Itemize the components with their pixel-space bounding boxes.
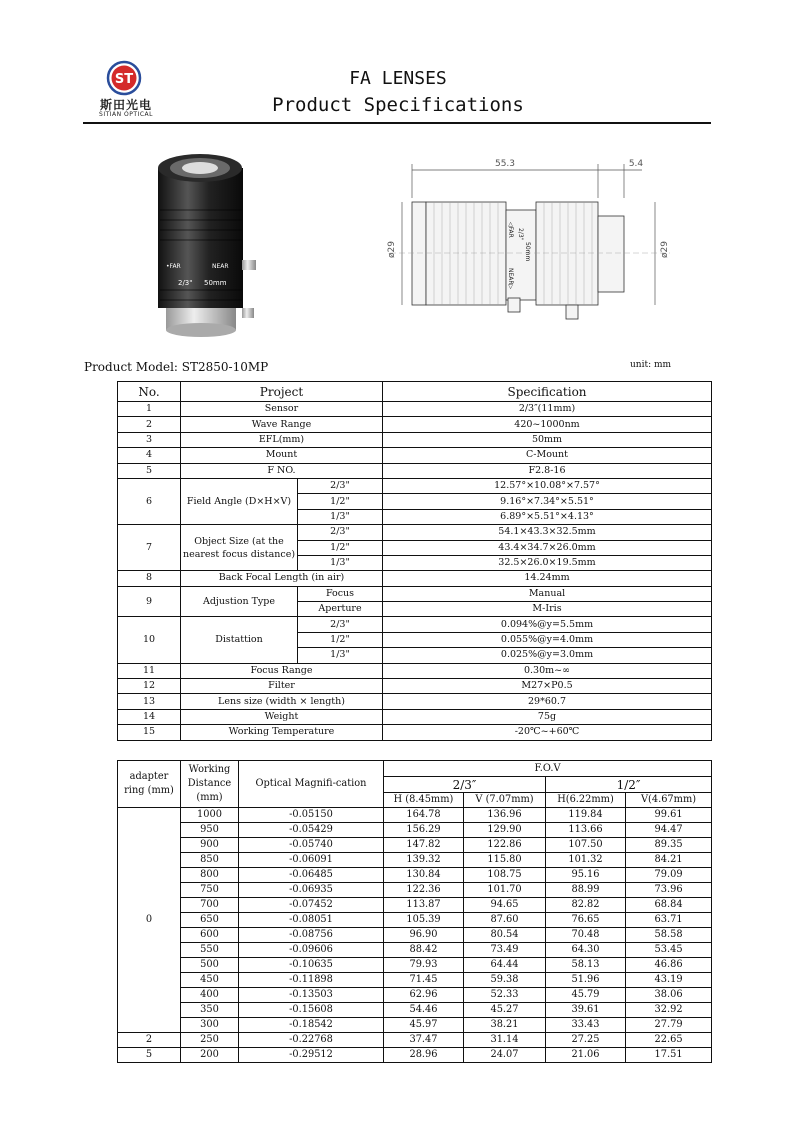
working-distance-cell: 650: [181, 913, 239, 928]
fov-body: [118, 808, 712, 1063]
h-two-thirds-cell: 37.47: [384, 1033, 464, 1048]
v-half-cell: 58.58: [626, 928, 712, 943]
v-half-cell: 94.47: [626, 823, 712, 838]
brand-name-cn: 斯田光电: [99, 98, 152, 112]
spec-value: -20℃~+60℃: [383, 725, 712, 740]
working-distance-cell: 950: [181, 823, 239, 838]
spec-value: F2.8-16: [383, 463, 712, 478]
fov-row: [118, 988, 712, 1003]
fov-row: [118, 1018, 712, 1033]
h-half-cell: 51.96: [546, 973, 626, 988]
fov-row: [118, 808, 712, 823]
v-two-thirds-cell: 122.86: [464, 838, 546, 853]
spec-value: M27×P0.5: [383, 679, 712, 694]
h-half-cell: 45.79: [546, 988, 626, 1003]
spec-no: 4: [118, 448, 181, 463]
magnification-cell: -0.10635: [239, 958, 384, 973]
spec-value: 420~1000nm: [383, 417, 712, 432]
spec-no: 12: [118, 679, 181, 694]
spec-row: [118, 709, 712, 724]
spec-value: M-Iris: [383, 602, 712, 617]
spec-project: Working Temperature: [181, 725, 383, 740]
v-two-thirds-cell: 59.38: [464, 973, 546, 988]
dim-diameter-right-label: ø29: [660, 241, 670, 258]
doc-title: FA LENSES: [349, 68, 447, 89]
h-half-cell: 64.30: [546, 943, 626, 958]
fov-row: [118, 883, 712, 898]
spec-project: Adjustion Type: [181, 586, 298, 617]
photo-far-label: •FAR: [166, 263, 181, 270]
drawing-far-mark: ◁FAR: [507, 222, 514, 238]
h-two-thirds-cell: 113.87: [384, 898, 464, 913]
h-two-thirds-cell: 96.90: [384, 928, 464, 943]
spec-no: 13: [118, 694, 181, 709]
fov-row: [118, 958, 712, 973]
spec-row: [118, 617, 712, 632]
working-distance-cell: 750: [181, 883, 239, 898]
format-two-thirds-header: 2/3″: [384, 777, 546, 793]
spec-row: [118, 725, 712, 740]
h-two-thirds-cell: 45.97: [384, 1018, 464, 1033]
h-half-cell: 39.61: [546, 1003, 626, 1018]
v-two-thirds-cell: 101.70: [464, 883, 546, 898]
fov-header: F.O.V: [384, 761, 712, 777]
v-half-header: V(4.67mm): [626, 793, 712, 808]
working-distance-cell: 200: [181, 1048, 239, 1063]
h-two-thirds-cell: 79.93: [384, 958, 464, 973]
lens-dimension-drawing: [380, 150, 680, 330]
magnification-cell: -0.05740: [239, 838, 384, 853]
v-half-cell: 32.92: [626, 1003, 712, 1018]
v-two-thirds-cell: 94.65: [464, 898, 546, 913]
working-distance-cell: 450: [181, 973, 239, 988]
fov-table: [117, 760, 712, 1063]
spec-no: 9: [118, 586, 181, 617]
doc-subtitle: Product Specifications: [272, 94, 524, 116]
spec-project: Sensor: [181, 402, 383, 417]
spec-no: 8: [118, 571, 181, 586]
fov-row: [118, 868, 712, 883]
v-two-thirds-cell: 87.60: [464, 913, 546, 928]
working-distance-cell: 500: [181, 958, 239, 973]
brand-name-en: SITIAN OPTICAL: [99, 111, 153, 118]
v-half-cell: 73.96: [626, 883, 712, 898]
working-distance-cell: 700: [181, 898, 239, 913]
adapter-ring-cell: 2: [118, 1033, 181, 1048]
spec-sub: Focus: [298, 586, 383, 601]
spec-row: [118, 417, 712, 432]
drawing-focal-mark: 50mm: [524, 242, 531, 262]
h-half-cell: 88.99: [546, 883, 626, 898]
photo-near-label: NEAR: [212, 263, 229, 270]
fov-row: [118, 823, 712, 838]
h-half-cell: 107.50: [546, 838, 626, 853]
h-half-cell: 21.06: [546, 1048, 626, 1063]
v-two-thirds-cell: 45.27: [464, 1003, 546, 1018]
v-two-thirds-cell: 136.96: [464, 808, 546, 823]
h-half-cell: 95.16: [546, 868, 626, 883]
v-two-thirds-cell: 52.33: [464, 988, 546, 1003]
spec-no: 7: [118, 525, 181, 571]
h-half-cell: 58.13: [546, 958, 626, 973]
h-two-thirds-cell: 147.82: [384, 838, 464, 853]
fov-row: [118, 838, 712, 853]
dim-length-label: 55.3: [494, 159, 516, 169]
dim-flange-label: 5.4: [628, 159, 644, 169]
magnification-cell: -0.05429: [239, 823, 384, 838]
working-distance-cell: 550: [181, 943, 239, 958]
v-two-thirds-cell: 115.80: [464, 853, 546, 868]
h-half-cell: 33.43: [546, 1018, 626, 1033]
spec-value: 29*60.7: [383, 694, 712, 709]
magnification-cell: -0.18542: [239, 1018, 384, 1033]
working-distance-cell: 850: [181, 853, 239, 868]
spec-no: 15: [118, 725, 181, 740]
col-specification-header: Specification: [383, 382, 712, 402]
v-two-thirds-cell: 73.49: [464, 943, 546, 958]
v-half-cell: 79.09: [626, 868, 712, 883]
magnification-cell: -0.13503: [239, 988, 384, 1003]
h-half-header: H(6.22mm): [546, 793, 626, 808]
v-half-cell: 38.06: [626, 988, 712, 1003]
spec-no: 11: [118, 663, 181, 678]
working-distance-cell: 250: [181, 1033, 239, 1048]
h-two-thirds-cell: 164.78: [384, 808, 464, 823]
spec-header-row: [118, 382, 712, 402]
magnification-cell: -0.09606: [239, 943, 384, 958]
spec-no: 14: [118, 709, 181, 724]
v-half-cell: 17.51: [626, 1048, 712, 1063]
h-half-cell: 76.65: [546, 913, 626, 928]
format-half-header: 1/2″: [546, 777, 712, 793]
v-two-thirds-cell: 80.54: [464, 928, 546, 943]
magnification-cell: -0.06485: [239, 868, 384, 883]
spec-row: [118, 663, 712, 678]
working-distance-cell: 350: [181, 1003, 239, 1018]
spec-no: 3: [118, 432, 181, 447]
spec-project: Filter: [181, 679, 383, 694]
spec-no: 10: [118, 617, 181, 663]
h-two-thirds-cell: 62.96: [384, 988, 464, 1003]
h-half-cell: 27.25: [546, 1033, 626, 1048]
spec-table: [117, 381, 712, 741]
h-two-thirds-header: H (8.45mm): [384, 793, 464, 808]
spec-no: 1: [118, 402, 181, 417]
h-two-thirds-cell: 139.32: [384, 853, 464, 868]
magnification-cell: -0.08756: [239, 928, 384, 943]
h-two-thirds-cell: 130.84: [384, 868, 464, 883]
spec-row: [118, 586, 712, 601]
spec-project: Field Angle (D×H×V): [181, 478, 298, 524]
magnification-header: Optical Magnifi-cation: [239, 761, 384, 808]
spec-row: [118, 463, 712, 478]
spec-value: 14.24mm: [383, 571, 712, 586]
spec-value: 6.89°×5.51°×4.13°: [383, 509, 712, 524]
drawing-near-mark: NEAR▷: [507, 268, 514, 290]
logo-letters: ST: [114, 72, 134, 87]
spec-value: 0.025%@y=3.0mm: [383, 648, 712, 663]
adapter-ring-cell: 5: [118, 1048, 181, 1063]
spec-value: 50mm: [383, 432, 712, 447]
v-half-cell: 99.61: [626, 808, 712, 823]
v-two-thirds-cell: 31.14: [464, 1033, 546, 1048]
v-two-thirds-cell: 24.07: [464, 1048, 546, 1063]
magnification-cell: -0.07452: [239, 898, 384, 913]
spec-project: F NO.: [181, 463, 383, 478]
v-half-cell: 89.35: [626, 838, 712, 853]
v-two-thirds-cell: 38.21: [464, 1018, 546, 1033]
spec-sub: 2/3": [298, 478, 383, 493]
working-distance-cell: 300: [181, 1018, 239, 1033]
fov-row: [118, 1033, 712, 1048]
fov-header-row: [118, 761, 712, 777]
h-half-cell: 113.66: [546, 823, 626, 838]
h-two-thirds-cell: 28.96: [384, 1048, 464, 1063]
working-distance-cell: 1000: [181, 808, 239, 823]
spec-project: Distattion: [181, 617, 298, 663]
spec-value: 12.57°×10.08°×7.57°: [383, 478, 712, 493]
brand-logo: [86, 60, 166, 120]
drawing-format-mark: 2/3": [517, 228, 524, 241]
spec-project: EFL(mm): [181, 432, 383, 447]
spec-value: Manual: [383, 586, 712, 601]
working-distance-cell: 800: [181, 868, 239, 883]
spec-sub: 1/2": [298, 632, 383, 647]
spec-row: [118, 478, 712, 493]
spec-row: [118, 525, 712, 540]
spec-value: C-Mount: [383, 448, 712, 463]
v-two-thirds-cell: 108.75: [464, 868, 546, 883]
spec-sub: 2/3": [298, 525, 383, 540]
spec-row: [118, 694, 712, 709]
h-two-thirds-cell: 54.46: [384, 1003, 464, 1018]
h-two-thirds-cell: 122.36: [384, 883, 464, 898]
magnification-cell: -0.05150: [239, 808, 384, 823]
spec-value: 0.055%@y=4.0mm: [383, 632, 712, 647]
magnification-cell: -0.06091: [239, 853, 384, 868]
h-half-cell: 101.32: [546, 853, 626, 868]
fov-row: [118, 943, 712, 958]
spec-value: 54.1×43.3×32.5mm: [383, 525, 712, 540]
v-half-cell: 53.45: [626, 943, 712, 958]
spec-project: Wave Range: [181, 417, 383, 432]
h-two-thirds-cell: 88.42: [384, 943, 464, 958]
spec-row: [118, 402, 712, 417]
spec-value: 2/3″(11mm): [383, 402, 712, 417]
magnification-cell: -0.15608: [239, 1003, 384, 1018]
unit-note: unit: mm: [630, 360, 672, 370]
fov-row: [118, 973, 712, 988]
spec-project: Object Size (at the nearest focus distance): [181, 525, 298, 571]
spec-row: [118, 571, 712, 586]
col-no-header: No.: [118, 382, 181, 402]
spec-sub: 1/3": [298, 555, 383, 570]
spec-sub: 1/2": [298, 494, 383, 509]
h-half-cell: 119.84: [546, 808, 626, 823]
spec-project: Mount: [181, 448, 383, 463]
spec-no: 2: [118, 417, 181, 432]
v-half-cell: 63.71: [626, 913, 712, 928]
photo-format-label: 2/3": [178, 279, 193, 287]
spec-sub: 2/3": [298, 617, 383, 632]
spec-no: 6: [118, 478, 181, 524]
fov-row: [118, 928, 712, 943]
v-half-cell: 27.79: [626, 1018, 712, 1033]
sitian-logo-icon: [106, 60, 142, 96]
header-rule: [83, 122, 711, 124]
spec-value: 9.16°×7.34°×5.51°: [383, 494, 712, 509]
h-two-thirds-cell: 105.39: [384, 913, 464, 928]
spec-project: Focus Range: [181, 663, 383, 678]
photo-focal-label: 50mm: [204, 279, 227, 287]
spec-value: 32.5×26.0×19.5mm: [383, 555, 712, 570]
h-half-cell: 82.82: [546, 898, 626, 913]
v-two-thirds-cell: 129.90: [464, 823, 546, 838]
v-half-cell: 46.86: [626, 958, 712, 973]
spec-project: Lens size (width × length): [181, 694, 383, 709]
lens-photo: [150, 150, 285, 355]
v-half-cell: 68.84: [626, 898, 712, 913]
fov-row: [118, 1003, 712, 1018]
h-two-thirds-cell: 71.45: [384, 973, 464, 988]
dim-diameter-left-label: ø29: [387, 241, 397, 258]
spec-row: [118, 448, 712, 463]
working-distance-cell: 400: [181, 988, 239, 1003]
spec-no: 5: [118, 463, 181, 478]
spec-sub: 1/3": [298, 509, 383, 524]
magnification-cell: -0.08051: [239, 913, 384, 928]
spec-project: Weight: [181, 709, 383, 724]
fov-row: [118, 898, 712, 913]
spec-sub: 1/2": [298, 540, 383, 555]
v-two-thirds-header: V (7.07mm): [464, 793, 546, 808]
spec-project: Back Focal Length (in air): [181, 571, 383, 586]
fov-row: [118, 913, 712, 928]
working-distance-cell: 900: [181, 838, 239, 853]
fov-row: [118, 1048, 712, 1063]
product-model: Product Model: ST2850-10MP: [84, 360, 269, 374]
magnification-cell: -0.06935: [239, 883, 384, 898]
magnification-cell: -0.22768: [239, 1033, 384, 1048]
spec-value: 0.30m~∞: [383, 663, 712, 678]
magnification-cell: -0.29512: [239, 1048, 384, 1063]
spec-row: [118, 679, 712, 694]
spec-value: 43.4×34.7×26.0mm: [383, 540, 712, 555]
working-distance-cell: 600: [181, 928, 239, 943]
h-half-cell: 70.48: [546, 928, 626, 943]
adapter-ring-cell: 0: [118, 808, 181, 1033]
h-two-thirds-cell: 156.29: [384, 823, 464, 838]
v-two-thirds-cell: 64.44: [464, 958, 546, 973]
spec-sub: 1/3": [298, 648, 383, 663]
adapter-ring-header: adapter ring (mm): [118, 761, 181, 808]
spec-sub: Aperture: [298, 602, 383, 617]
v-half-cell: 84.21: [626, 853, 712, 868]
spec-row: [118, 432, 712, 447]
working-distance-header: Working Distance (mm): [181, 761, 239, 808]
v-half-cell: 22.65: [626, 1033, 712, 1048]
col-project-header: Project: [181, 382, 383, 402]
spec-value: 0.094%@y=5.5mm: [383, 617, 712, 632]
v-half-cell: 43.19: [626, 973, 712, 988]
magnification-cell: -0.11898: [239, 973, 384, 988]
spec-value: 75g: [383, 709, 712, 724]
fov-row: [118, 853, 712, 868]
